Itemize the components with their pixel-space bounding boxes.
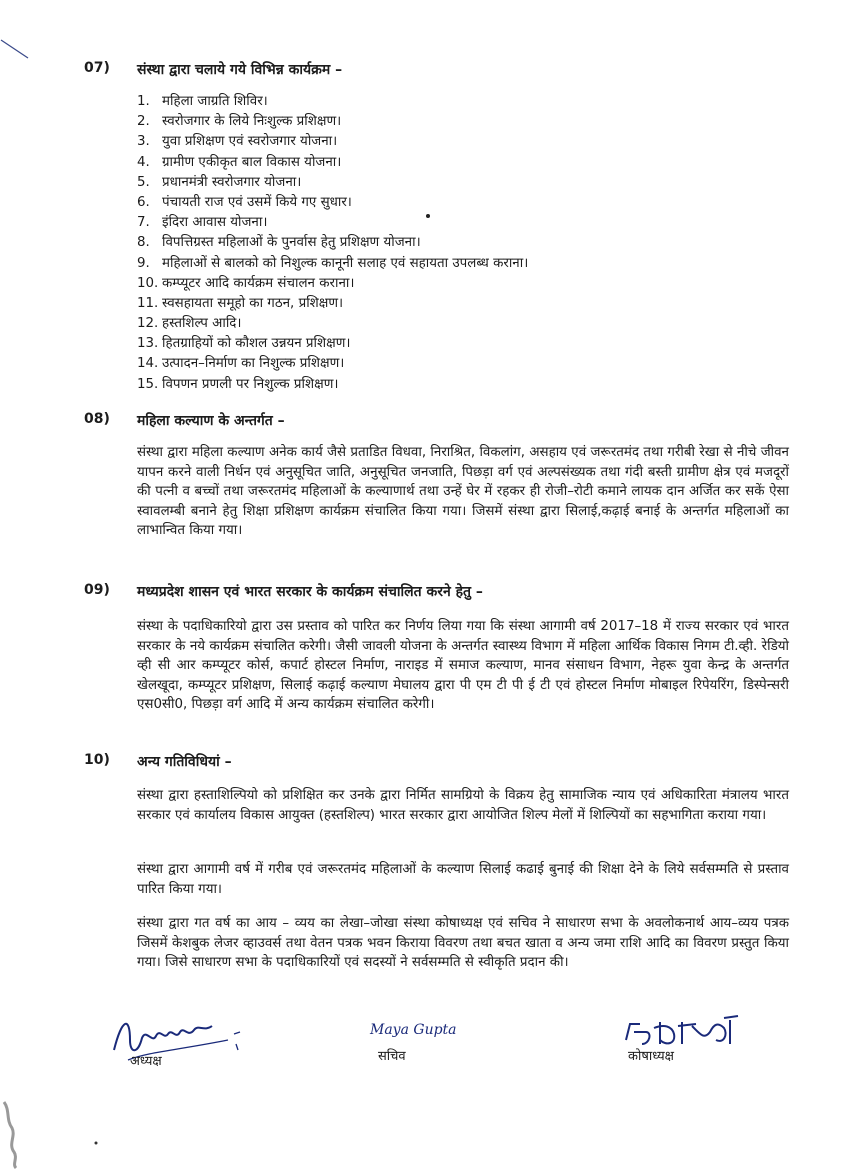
list-item-number: 4. <box>137 154 150 170</box>
list-item-text: पंचायती राज एवं उसमें किये गए सुधार। <box>162 194 352 210</box>
list-item-number: 14. <box>137 356 159 372</box>
list-item <box>137 112 528 132</box>
list-item-number: 7. <box>137 215 150 231</box>
president-label: अध्यक्ष <box>130 1054 162 1069</box>
list-item-text: महिला जाग्रति शिविर। <box>162 94 268 109</box>
list-item <box>137 274 528 294</box>
list-item <box>137 132 528 152</box>
list-item <box>137 213 528 233</box>
list-item <box>137 233 528 253</box>
ink-dot <box>93 1140 99 1146</box>
list-item-text: इंदिरा आवास योजना। <box>162 215 268 231</box>
list-item-text: महिलाओं से बालको को निशुल्क कानूनी सलाह एवं सहायता उपलब्ध कराना। <box>162 255 529 271</box>
section-08-paragraph: संस्था द्वारा महिला कल्याण अनेक कार्य जैसे प्रताडित विधवा, निराश्रित, विकलांग, असहाय एवं जरूरतमंद तथा गरीबी रेखा से नीचे जीवन यापन करने वाली निर्धन एवं अनुसूचित जाति, अनुसूचित जनजाति, पिछड़ा वर्ग एवं अल्पसंख्यक तथा गंदी बस्ती ग्रामीण क्षेत्र एवं मजदूरों की पत्नी व बच्चों तथा जरूरतमंद महिलाओं के कल्याणार्थ तथा उन्हें घेर में रहकर ही रोजी–रोटी कमाने लायक दान अर्जित कर सकें ऐसा स्वावलम्बी बनाने हेतु शिक्षा प्रशिक्षण कार्यक्रम संचालित किया गया। जिसमें संस्था द्वारा सिलाई,कढ़ाई बनाई के अन्तर्गत महिलाओं का लाभान्वित किया गया। <box>137 445 789 539</box>
section-07-title: संस्था द्वारा चलाये गये विभिन्न कार्यक्रम – <box>137 62 343 78</box>
section-09-number: 09) <box>84 582 110 598</box>
list-item <box>137 354 528 374</box>
secretary-signature: Maya Gupta <box>370 1022 457 1038</box>
list-item-number: 6. <box>137 194 150 210</box>
section-09-paragraph: संस्था के पदाधिकारियो द्वारा उस प्रस्ताव को पारित कर निर्णय लिया गया कि संस्था आगामी वर्ष 2017–18 में राज्य सरकार एवं भारत सरकार के नये कार्यक्रम संचालित करेगी। जैसी जावली योजना के अन्तर्गत स्वास्थ्य विभाग में महिला आर्थिक विकास निगम टी.व्ही. रेडियो व्ही सी आर कम्प्यूटर कोर्स, कपार्ट होस्टल निर्माण, नाराइड में समाज कल्याण, मानव संसाधन विभाग, नेहरू युवा केन्द्र के अन्तर्गत खेलखूदा, कम्प्यूटर प्रशिक्षण, सिलाई कढ़ाई कल्याण मेघालय द्वारा पी एम टी पी ई टी एवं होस्टल निर्माण मोबाइल रिपेयरिंग, डिस्पेन्सरी एस0सी0, पिछड़ा वर्ग आदि में अन्य कार्यक्रम संचालित करेगी। <box>137 619 789 713</box>
list-item-number: 5. <box>137 174 150 190</box>
list-item-text: स्वसहायता समूहो का गठन, प्रशिक्षण। <box>162 295 344 311</box>
list-item-text: हस्तशिल्प आदि। <box>162 316 242 332</box>
list-item-number: 15. <box>137 376 159 392</box>
list-item <box>137 153 528 173</box>
list-item-number: 1. <box>137 94 150 109</box>
section-08-number: 08) <box>84 411 110 427</box>
section-10-paragraph-1: संस्था द्वारा हस्ताशिल्पियो को प्रशिक्षित कर उनके द्वारा निर्मित सामग्रियो के विक्रय हेतु सामाजिक न्याय एवं अधिकारिता मंत्रालय भारत सरकार एवं कार्यालय विकास आयुक्त (हस्तशिल्प) भारत सरकार द्वारा आयोजित शिल्प मेलों में शिल्पियों का सहभागिता कराया गया। <box>137 788 789 823</box>
list-item-text: कम्प्यूटर आदि कार्यक्रम संचालन कराना। <box>162 275 355 291</box>
section-10-title: अन्य गतिविधियां – <box>137 754 232 770</box>
section-10-paragraph-2: संस्था द्वारा आगामी वर्ष में गरीब एवं जरूरतमंद महिलाओं के कल्याण सिलाई कढाई बुनाई की शिक्षा देने के लिये सर्वसम्मति से प्रस्ताव पारित किया गया। <box>137 862 789 897</box>
list-item-text: युवा प्रशिक्षण एवं स्वरोजगार योजना। <box>162 134 338 150</box>
list-item-number: 3. <box>137 134 150 150</box>
list-item <box>137 334 528 354</box>
list-item-number: 8. <box>137 235 150 251</box>
section-10-paragraph-3: संस्था द्वारा गत वर्ष का आय – व्यय का लेखा–जोखा संस्था कोषाध्यक्ष एवं सचिव ने साधारण सभा के अवलोकनार्थ आय–व्यय पत्रक जिसमें केशबुक लेजर व्हाउवर्स तथा वेतन पत्रक भवन किराया विवरण तथा बचत खाता व अन्य जमा राशि आदि का विवरण प्रस्तुत किया गया। जिसे साधारण सभा के पदाधिकारियों एवं सदस्यों ने सर्वसम्मति से स्वीकृति प्रदान की। <box>137 916 789 971</box>
list-item-text: विपत्तिग्रस्त महिलाओं के पुनर्वास हेतु प्रशिक्षण योजना। <box>162 235 421 251</box>
list-item-text: ग्रामीण एकीकृत बाल विकास योजना। <box>162 154 342 170</box>
list-item-text: हितग्राहियों को कौशल उन्नयन प्रशिक्षण। <box>162 336 351 352</box>
list-item <box>137 375 528 395</box>
pen-mark-top-left <box>0 38 30 60</box>
list-item <box>137 193 528 213</box>
list-item <box>137 173 528 193</box>
list-item <box>137 254 528 274</box>
list-item-number: 2. <box>137 114 150 130</box>
list-item-text: विपणन प्रणली पर निशुल्क प्रशिक्षण। <box>162 376 339 392</box>
section-09-title: मध्यप्रदेश शासन एवं भारत सरकार के कार्यक्रम संचालित करने हेतु – <box>137 584 483 600</box>
section-07-number: 07) <box>84 60 110 76</box>
list-item-text: उत्पादन–निर्माण का निशुल्क प्रशिक्षण। <box>162 356 345 372</box>
list-item-number: 11. <box>137 295 159 311</box>
president-signature <box>108 1010 248 1070</box>
list-item-text: प्रधानमंत्री स्वरोजगार योजना। <box>162 174 302 190</box>
list-item-number: 9. <box>137 255 150 271</box>
programs-list <box>137 92 528 395</box>
list-item-text: स्वरोजगार के लिये निःशुल्क प्रशिक्षण। <box>162 114 342 130</box>
edge-smudge <box>0 1100 24 1170</box>
list-item <box>137 314 528 334</box>
secretary-label: सचिव <box>378 1049 406 1064</box>
section-08-title: महिला कल्याण के अन्तर्गत – <box>137 413 285 429</box>
section-10-number: 10) <box>84 752 110 768</box>
list-item-number: 12. <box>137 316 159 332</box>
list-item-number: 10. <box>137 275 159 291</box>
treasurer-label: कोषाध्यक्ष <box>628 1049 674 1064</box>
list-item-number: 13. <box>137 336 159 352</box>
list-item <box>137 294 528 314</box>
list-item <box>137 92 528 112</box>
